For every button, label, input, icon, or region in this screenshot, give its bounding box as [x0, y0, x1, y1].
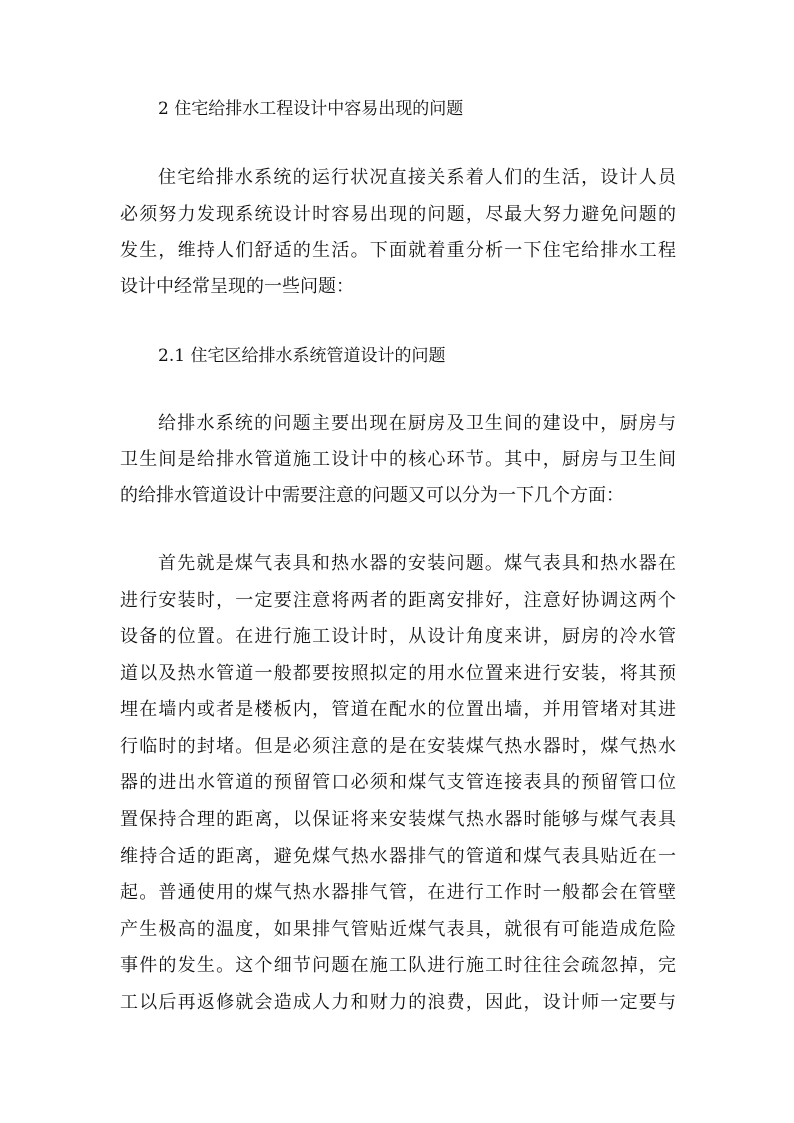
- paragraph-2-line-1: 给排水系统的问题主要出现在厨房及卫生间的建设中，厨房与: [158, 413, 676, 434]
- paragraph-3-line-12: 事件的发生。这个细节问题在施工队进行施工时往往会疏忽掉，完: [120, 955, 676, 976]
- paragraph-3-line-10: 起。普通使用的煤气热水器排气管，在进行工作时一般都会在管壁: [120, 882, 676, 903]
- section-heading-2: 2 住宅给排水工程设计中容易出现的问题: [158, 99, 464, 119]
- paragraph-3-line-3: 设备的位置。在进行施工设计时，从设计角度来讲，厨房的冷水管: [120, 626, 676, 647]
- paragraph-3-line-9: 维持合适的距离，避免煤气热水器排气的管道和煤气表具贴近在一: [120, 846, 676, 867]
- paragraph-3-line-1: 首先就是煤气表具和热水器的安装问题。煤气表具和热水器在: [158, 553, 676, 574]
- paragraph-3-line-6: 行临时的封堵。但是必须注意的是在安装煤气热水器时，煤气热水: [120, 736, 676, 757]
- paragraph-3-line-5: 埋在墙内或者是楼板内，管道在配水的位置出墙，并用管堵对其进: [120, 699, 676, 720]
- paragraph-2-line-2: 卫生间是给排水管道施工设计中的核心环节。其中，厨房与卫生间: [120, 449, 676, 470]
- paragraph-1-line-4: 设计中经常呈现的一些问题：: [120, 276, 354, 297]
- paragraph-3-line-11: 产生极高的温度，如果排气管贴近煤气表具，就很有可能造成危险: [120, 919, 676, 940]
- paragraph-2-line-3: 的给排水管道设计中需要注意的问题又可以分为一下几个方面：: [120, 485, 624, 506]
- section-heading-2-1: 2.1 住宅区给排水系统管道设计的问题: [158, 346, 446, 366]
- paragraph-3-line-13: 工以后再返修就会造成人力和财力的浪费，因此，设计师一定要与: [120, 992, 676, 1013]
- paragraph-3-line-7: 器的进出水管道的预留管口必须和煤气支管连接表具的预留管口位: [120, 772, 676, 793]
- paragraph-1-line-3: 发生，维持人们舒适的生活。下面就着重分析一下住宅给排水工程: [120, 240, 676, 261]
- paragraph-1-line-2: 必须努力发现系统设计时容易出现的问题，尽最大努力避免问题的: [120, 204, 676, 225]
- paragraph-1-line-1: 住宅给排水系统的运行状况直接关系着人们的生活，设计人员: [158, 167, 676, 188]
- paragraph-3-line-4: 道以及热水管道一般都要按照拟定的用水位置来进行安装，将其预: [120, 663, 676, 684]
- paragraph-3-line-8: 置保持合理的距离，以保证将来安装煤气热水器时能够与煤气表具: [120, 809, 676, 830]
- paragraph-3-line-2: 进行安装时，一定要注意将两者的距离安排好，注意好协调这两个: [120, 590, 676, 611]
